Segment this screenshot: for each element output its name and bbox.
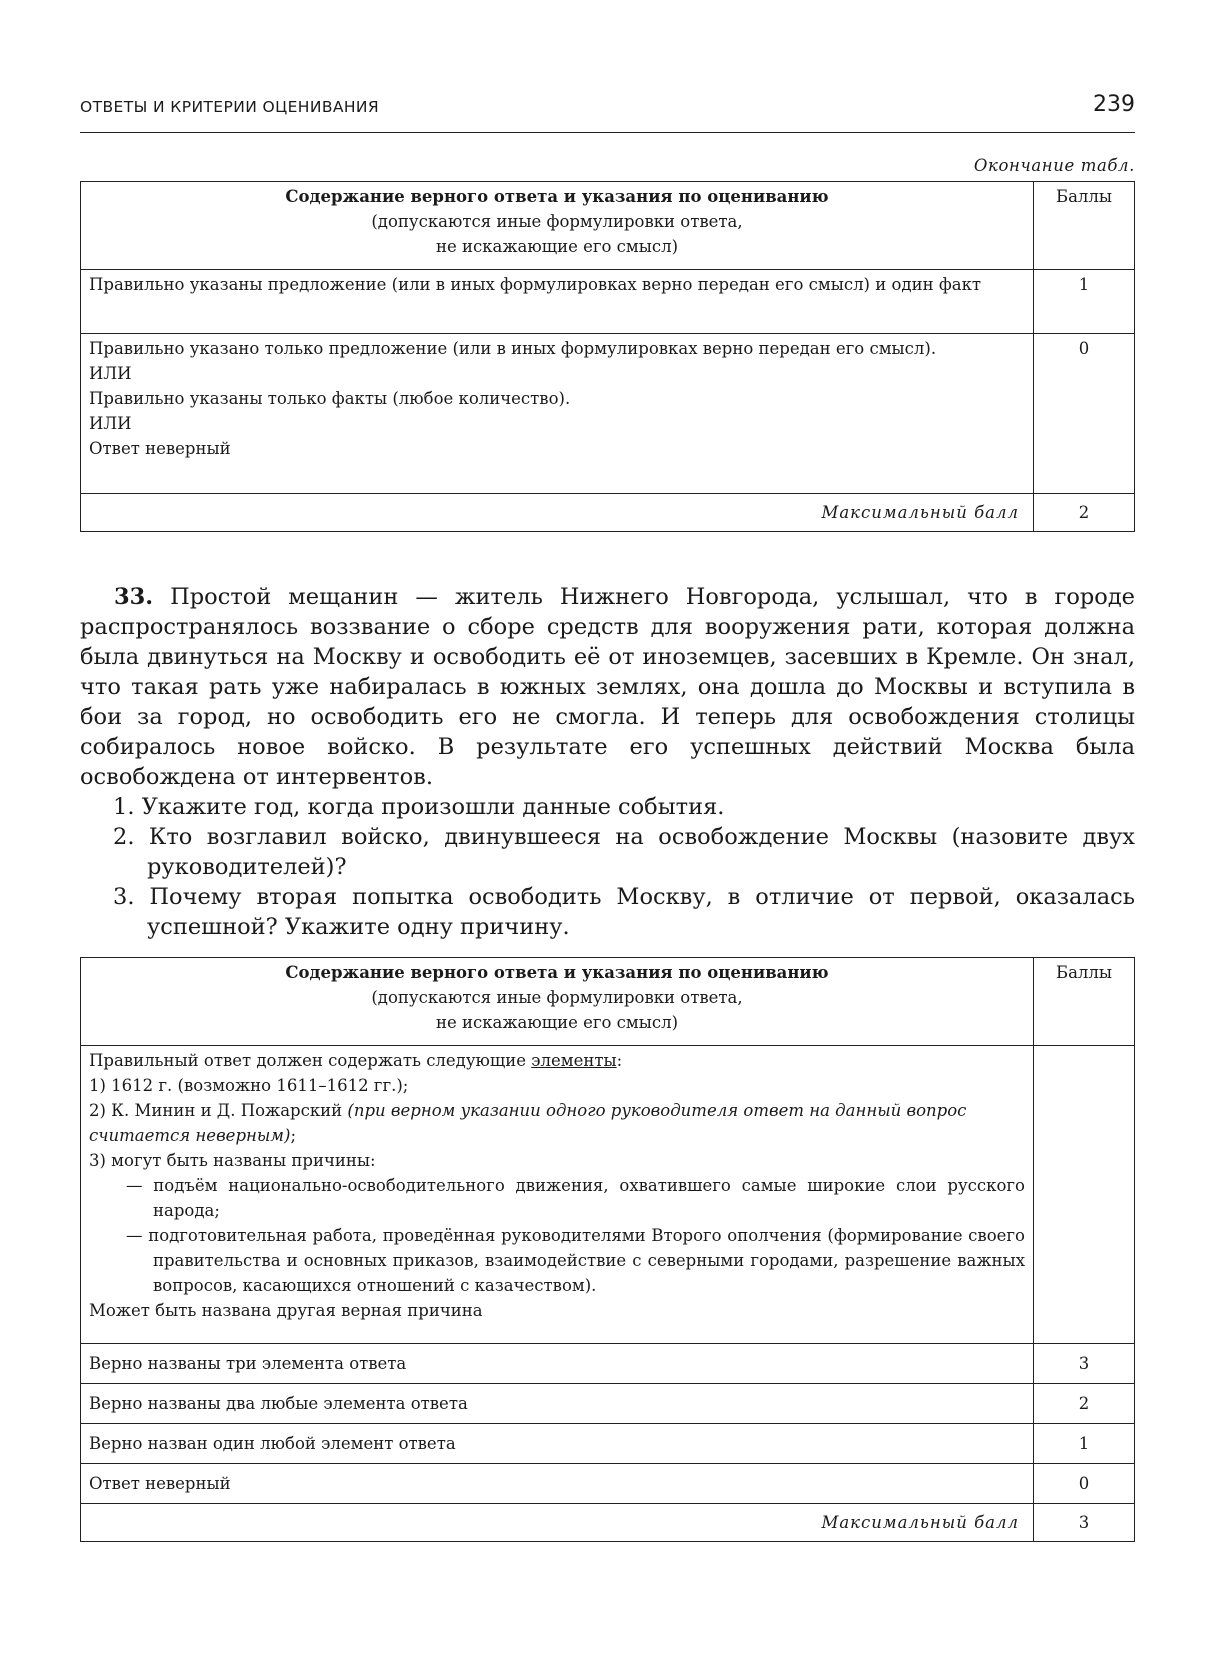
- content-header-main: Содержание верного ответа и указания по оцениванию: [285, 187, 829, 206]
- answer-item-2-note: (при верном указании одного руководителя ответ на данный вопрос считается неверным): [89, 1101, 967, 1145]
- content-header: [81, 182, 1034, 270]
- max-score-row: [81, 1504, 1135, 1542]
- reason-item: — подъём национально-освободительного движения, охватившего самые широкие слои русского народа;: [126, 1176, 1025, 1220]
- content-header-note: (допускаются иные формулировки ответа,: [371, 988, 743, 1007]
- task-intro: [80, 582, 1135, 792]
- answer-intro-text: Правильный ответ должен содержать следующие: [89, 1051, 532, 1070]
- max-score-row: [81, 494, 1135, 532]
- table-header-row: [81, 958, 1135, 1046]
- table-row: [81, 1344, 1135, 1384]
- table-row: [81, 334, 1135, 494]
- criterion-score: 3: [1034, 1344, 1135, 1384]
- score-header: Баллы: [1034, 182, 1135, 270]
- table-row: [81, 1384, 1135, 1424]
- answer-item-3: 3) могут быть названы причины:: [89, 1151, 376, 1170]
- answer-content-row: [81, 1046, 1135, 1344]
- criteria-table-33: [80, 957, 1135, 1542]
- criterion-score: 2: [1034, 1384, 1135, 1424]
- task-number: 33.: [114, 584, 154, 610]
- criterion-line: Ответ неверный: [89, 439, 231, 458]
- criterion-text: Верно названы три элемента ответа: [81, 1344, 1034, 1384]
- reason-item: — подготовительная работа, проведённая руководителями Второго ополчения (формирование своего правительства и основных приказов, взаимодействие с северными городами, разрешение важных вопросов, касающихся отношений с казачеством).: [126, 1226, 1025, 1295]
- question-3: 3. Почему вторая попытка освободить Москву, в отличие от первой, оказалась успешной? Укажите одну причину.: [113, 884, 1135, 940]
- question-1: 1. Укажите год, когда произошли данные события.: [113, 794, 725, 820]
- task-intro-text: Простой мещанин — житель Нижнего Новгорода, услышал, что в городе распространялось воззвание о сборе средств для вооружения рати, которая должна была двинуться на Москву и освободить её от иноземцев, засевших в Кремле. Он знал, что такая рать уже набиралась в южных землях, она дошла до Москвы и вступила в бои за город, но освободить его не смогла. И теперь для освобождения столицы собиралось новое войско. В результате его успешных действий Москва была освобождена от интервентов.: [80, 584, 1136, 790]
- answer-content: [81, 1046, 1034, 1344]
- criterion-line: Правильно указаны только факты (любое количество).: [89, 389, 571, 408]
- content-header: [81, 958, 1034, 1046]
- content-header-note: не искажающие его смысл): [435, 237, 679, 256]
- content-header-main: Содержание верного ответа и указания по оцениванию: [285, 963, 829, 982]
- or-separator: ИЛИ: [89, 364, 132, 383]
- table-row: [81, 1424, 1135, 1464]
- criterion-line: Правильно указано только предложение (или в иных формулировках верно передан его смысл).: [89, 339, 937, 358]
- answer-closing: Может быть названа другая верная причина: [89, 1301, 483, 1320]
- answer-item-1: 1) 1612 г. (возможно 1611–1612 гг.);: [89, 1076, 409, 1095]
- criterion-score: 1: [1034, 270, 1135, 334]
- answer-intro-end: :: [616, 1051, 623, 1070]
- table-row: [81, 1464, 1135, 1504]
- question-2: 2. Кто возглавил войско, двинувшееся на освобождение Москвы (назовите двух руководителей)?: [113, 824, 1135, 880]
- content-header-note: не искажающие его смысл): [435, 1013, 679, 1032]
- answer-item-2-end: ;: [290, 1126, 296, 1145]
- table-header-row: [81, 182, 1135, 270]
- criterion-text: Ответ неверный: [81, 1464, 1034, 1504]
- criterion-score: 1: [1034, 1424, 1135, 1464]
- criterion-text: Правильно указаны предложение (или в иных формулировках верно передан его смысл) и один факт: [81, 270, 1034, 334]
- max-score-value: 3: [1034, 1504, 1135, 1542]
- table-caption: Окончание табл.: [973, 156, 1135, 175]
- table-row: [81, 270, 1135, 334]
- max-score-label: Максимальный балл: [81, 494, 1034, 532]
- criterion-score: 0: [1034, 1464, 1135, 1504]
- score-header: Баллы: [1034, 958, 1135, 1046]
- criterion-score: 0: [1034, 334, 1135, 494]
- answer-item-2: [89, 1098, 1025, 1148]
- answer-intro-underlined: элементы: [531, 1051, 617, 1070]
- or-separator: ИЛИ: [89, 414, 132, 433]
- criterion-text: Верно назван один любой элемент ответа: [81, 1424, 1034, 1464]
- running-title: ОТВЕТЫ И КРИТЕРИИ ОЦЕНИВАНИЯ: [80, 98, 380, 116]
- criterion-text: Верно названы два любые элемента ответа: [81, 1384, 1034, 1424]
- answer-item-2-text: 2) К. Минин и Д. Пожарский: [89, 1101, 348, 1120]
- max-score-value: 2: [1034, 494, 1135, 532]
- page-number: 239: [1093, 92, 1135, 117]
- empty-score-cell: [1034, 1046, 1135, 1344]
- content-header-note: (допускаются иные формулировки ответа,: [371, 212, 743, 231]
- max-score-label: Максимальный балл: [81, 1504, 1034, 1542]
- task-33: [80, 582, 1135, 942]
- running-head: [80, 92, 1135, 133]
- criteria-table-continued: [80, 181, 1135, 532]
- criterion-text: [81, 334, 1034, 494]
- answer-intro: [89, 1048, 1025, 1073]
